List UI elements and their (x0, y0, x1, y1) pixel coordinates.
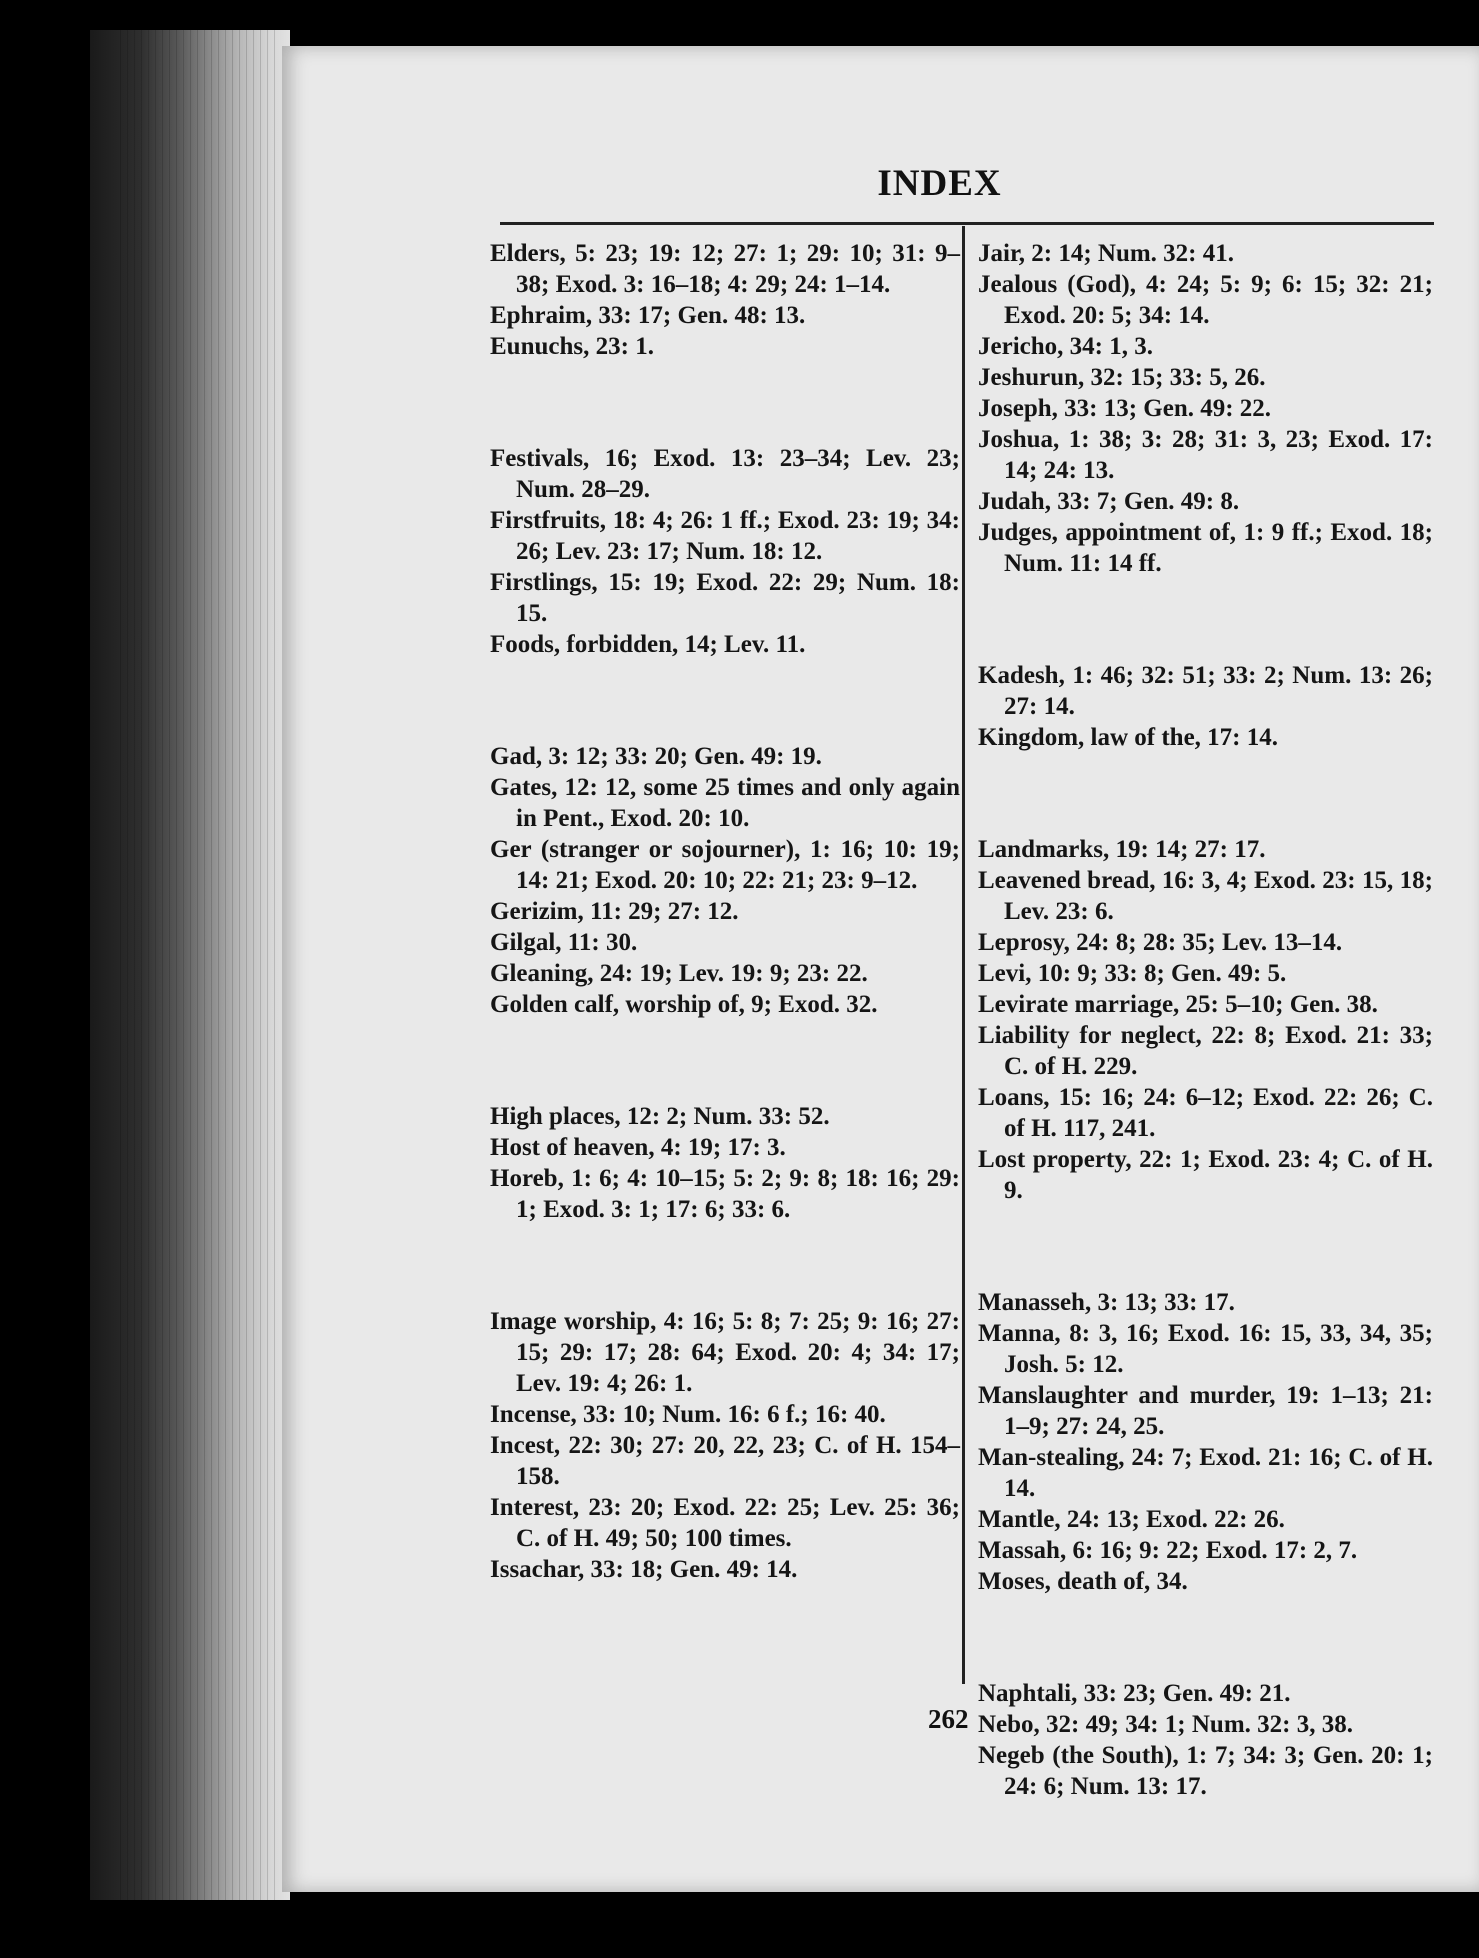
header-rule (500, 222, 1434, 225)
index-entry: Lost property, 22: 1; Exod. 23: 4; C. of H. 9. (978, 1146, 1433, 1204)
index-entry: Joshua, 1: 38; 3: 28; 31: 3, 23; Exod. 17: 14; 24: 13. (978, 426, 1433, 484)
index-entry: Man-stealing, 24: 7; Exod. 21: 16; C. of H. 14. (978, 1444, 1433, 1502)
index-entry: Incest, 22: 30; 27: 20, 22, 23; C. of H. 154–158. (490, 1432, 960, 1490)
index-entry: Gilgal, 11: 30. (490, 929, 638, 956)
entry-gap (490, 1250, 960, 1281)
index-entry: Gerizim, 11: 29; 27: 12. (490, 898, 739, 925)
index-entry: Gates, 12: 12, some 25 times and only again in Pent., Exod. 20: 10. (490, 774, 960, 832)
index-entry: Levi, 10: 9; 33: 8; Gen. 49: 5. (978, 960, 1287, 987)
index-entry: Jeshurun, 32: 15; 33: 5, 26. (978, 364, 1266, 391)
index-entry: Ephraim, 33: 17; Gen. 48: 13. (490, 302, 806, 329)
index-entry: Naphtali, 33: 23; Gen. 49: 21. (978, 1680, 1291, 1707)
index-entry: Landmarks, 19: 14; 27: 17. (978, 836, 1266, 863)
index-entry: Negeb (the South), 1: 7; 34: 3; Gen. 20: 1; 24: 6; Num. 13: 17. (978, 1742, 1433, 1800)
index-entry: Kingdom, law of the, 17: 14. (978, 724, 1278, 751)
page-edge-lines (120, 30, 280, 1900)
index-entry: Image worship, 4: 16; 5: 8; 7: 25; 9: 16; 27: 15; 29: 17; 28: 64; Exod. 20: 4; 34: 17; Lev. 19: 4; 26: 1. (490, 1308, 960, 1397)
index-entry: Jealous (God), 4: 24; 5: 9; 6: 15; 32: 21; Exod. 20: 5; 34: 14. (978, 271, 1433, 329)
index-column-right (978, 238, 1433, 1802)
entry-gap (490, 387, 960, 418)
entry-gap (978, 1231, 1433, 1262)
index-entry: Foods, forbidden, 14; Lev. 11. (490, 631, 806, 658)
index-entry: Gleaning, 24: 19; Lev. 19: 9; 23: 22. (490, 960, 868, 987)
index-entry: Manna, 8: 3, 16; Exod. 16: 15, 33, 34, 35; Josh. 5: 12. (978, 1320, 1433, 1378)
index-entry: Interest, 23: 20; Exod. 22: 25; Lev. 25: 36; C. of H. 49; 50; 100 times. (490, 1494, 960, 1552)
index-entry: Issachar, 33: 18; Gen. 49: 14. (490, 1556, 798, 1583)
entry-gap (978, 778, 1433, 809)
index-entry: Eunuchs, 23: 1. (490, 333, 654, 360)
index-entry: Loans, 15: 16; 24: 6–12; Exod. 22: 26; C. of H. 117, 241. (978, 1084, 1433, 1142)
page-title: INDEX (877, 163, 1002, 204)
index-entry: Joseph, 33: 13; Gen. 49: 22. (978, 395, 1272, 422)
index-entry: Levirate marriage, 25: 5–10; Gen. 38. (978, 991, 1378, 1018)
index-entry: Mantle, 24: 13; Exod. 22: 26. (978, 1506, 1285, 1533)
index-entry: Leavened bread, 16: 3, 4; Exod. 23: 15, 18; Lev. 23: 6. (978, 867, 1433, 925)
index-entry: Host of heaven, 4: 19; 17: 3. (490, 1134, 786, 1161)
entry-gap (490, 1045, 960, 1076)
index-entry: Liability for neglect, 22: 8; Exod. 21: 33; C. of H. 229. (978, 1022, 1433, 1080)
index-entry: Jair, 2: 14; Num. 32: 41. (978, 240, 1235, 267)
index-entry: Gad, 3: 12; 33: 20; Gen. 49: 19. (490, 743, 822, 770)
entry-gap (978, 604, 1433, 635)
entry-gap (490, 685, 960, 716)
page-number: 262 (928, 1704, 969, 1734)
index-entry: Manslaughter and murder, 19: 1–13; 21: 1–9; 27: 24, 25. (978, 1382, 1433, 1440)
index-entry: Festivals, 16; Exod. 13: 23–34; Lev. 23; Num. 28–29. (490, 445, 960, 503)
index-column-left (490, 238, 960, 1585)
index-entry: Jericho, 34: 1, 3. (978, 333, 1153, 360)
index-entry: High places, 12: 2; Num. 33: 52. (490, 1103, 830, 1130)
index-entry: Judges, appointment of, 1: 9 ff.; Exod. 18; Num. 11: 14 ff. (978, 519, 1433, 577)
index-entry: Horeb, 1: 6; 4: 10–15; 5: 2; 9: 8; 18: 16; 29: 1; Exod. 3: 1; 17: 6; 33: 6. (490, 1165, 960, 1223)
index-entry: Leprosy, 24: 8; 28: 35; Lev. 13–14. (978, 929, 1343, 956)
index-entry: Firstfruits, 18: 4; 26: 1 ff.; Exod. 23: 19; 34: 26; Lev. 23: 17; Num. 18: 12. (490, 507, 960, 565)
index-entry: Golden calf, worship of, 9; Exod. 32. (490, 991, 878, 1018)
index-entry: Manasseh, 3: 13; 33: 17. (978, 1289, 1235, 1316)
index-entry: Nebo, 32: 49; 34: 1; Num. 32: 3, 38. (978, 1711, 1353, 1738)
index-entry: Judah, 33: 7; Gen. 49: 8. (978, 488, 1240, 515)
index-entry: Firstlings, 15: 19; Exod. 22: 29; Num. 18: 15. (490, 569, 960, 627)
index-entry: Elders, 5: 23; 19: 12; 27: 1; 29: 10; 31: 9–38; Exod. 3: 16–18; 4: 29; 24: 1–14. (490, 240, 960, 298)
column-divider (962, 226, 965, 1684)
entry-gap (978, 1622, 1433, 1653)
index-entry: Moses, death of, 34. (978, 1568, 1188, 1595)
index-entry: Kadesh, 1: 46; 32: 51; 33: 2; Num. 13: 26; 27: 14. (978, 662, 1433, 720)
index-entry: Incense, 33: 10; Num. 16: 6 f.; 16: 40. (490, 1401, 886, 1428)
index-entry: Massah, 6: 16; 9: 22; Exod. 17: 2, 7. (978, 1537, 1358, 1564)
index-entry: Ger (stranger or sojourner), 1: 16; 10: 19; 14: 21; Exod. 20: 10; 22: 21; 23: 9–12. (490, 836, 960, 894)
